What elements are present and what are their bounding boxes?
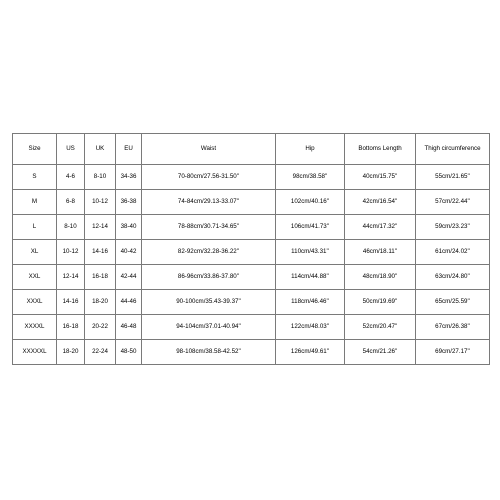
table-row xyxy=(13,290,490,315)
cell-waist: 90-100cm/35.43-39.37'' xyxy=(142,290,276,315)
table-row xyxy=(13,240,490,265)
cell-uk: 14-16 xyxy=(85,240,116,265)
size-chart-table xyxy=(12,133,490,365)
cell-size: XXXL xyxy=(13,290,57,315)
cell-waist: 98-108cm/38.58-42.52'' xyxy=(142,340,276,365)
cell-bottoms-length: 42cm/16.54'' xyxy=(345,190,416,215)
header-hip: Hip xyxy=(276,134,345,165)
header-us: US xyxy=(57,134,85,165)
cell-hip: 118cm/46.46'' xyxy=(276,290,345,315)
header-eu: EU xyxy=(116,134,142,165)
cell-eu: 38-40 xyxy=(116,215,142,240)
cell-bottoms-length: 46cm/18.11'' xyxy=(345,240,416,265)
header-waist: Waist xyxy=(142,134,276,165)
cell-hip: 110cm/43.31'' xyxy=(276,240,345,265)
table-row xyxy=(13,265,490,290)
cell-size: L xyxy=(13,215,57,240)
cell-us: 8-10 xyxy=(57,215,85,240)
cell-thigh-circumference: 67cm/26.38'' xyxy=(416,315,490,340)
cell-waist: 86-96cm/33.86-37.80'' xyxy=(142,265,276,290)
cell-bottoms-length: 50cm/19.69'' xyxy=(345,290,416,315)
cell-uk: 16-18 xyxy=(85,265,116,290)
cell-us: 18-20 xyxy=(57,340,85,365)
cell-bottoms-length: 48cm/18.90'' xyxy=(345,265,416,290)
cell-bottoms-length: 44cm/17.32'' xyxy=(345,215,416,240)
cell-eu: 34-36 xyxy=(116,165,142,190)
cell-us: 12-14 xyxy=(57,265,85,290)
cell-thigh-circumference: 63cm/24.80'' xyxy=(416,265,490,290)
cell-size: XXXXL xyxy=(13,315,57,340)
cell-hip: 126cm/49.61'' xyxy=(276,340,345,365)
cell-eu: 46-48 xyxy=(116,315,142,340)
header-bottoms-length: Bottoms Length xyxy=(345,134,416,165)
cell-eu: 40-42 xyxy=(116,240,142,265)
table-row xyxy=(13,340,490,365)
cell-us: 14-16 xyxy=(57,290,85,315)
cell-size: XXXXXL xyxy=(13,340,57,365)
cell-thigh-circumference: 69cm/27.17'' xyxy=(416,340,490,365)
cell-uk: 20-22 xyxy=(85,315,116,340)
cell-eu: 48-50 xyxy=(116,340,142,365)
table-row xyxy=(13,215,490,240)
cell-hip: 122cm/48.03'' xyxy=(276,315,345,340)
cell-bottoms-length: 40cm/15.75'' xyxy=(345,165,416,190)
cell-thigh-circumference: 57cm/22.44'' xyxy=(416,190,490,215)
cell-hip: 106cm/41.73'' xyxy=(276,215,345,240)
cell-uk: 10-12 xyxy=(85,190,116,215)
cell-bottoms-length: 52cm/20.47'' xyxy=(345,315,416,340)
cell-hip: 98cm/38.58'' xyxy=(276,165,345,190)
table-row xyxy=(13,165,490,190)
cell-eu: 42-44 xyxy=(116,265,142,290)
header-row xyxy=(13,134,490,165)
cell-size: S xyxy=(13,165,57,190)
cell-uk: 18-20 xyxy=(85,290,116,315)
cell-waist: 78-88cm/30.71-34.65'' xyxy=(142,215,276,240)
table-row xyxy=(13,190,490,215)
cell-us: 6-8 xyxy=(57,190,85,215)
cell-size: M xyxy=(13,190,57,215)
cell-uk: 12-14 xyxy=(85,215,116,240)
cell-size: XL xyxy=(13,240,57,265)
cell-thigh-circumference: 65cm/25.59'' xyxy=(416,290,490,315)
cell-uk: 22-24 xyxy=(85,340,116,365)
header-size: Size xyxy=(13,134,57,165)
cell-size: XXL xyxy=(13,265,57,290)
cell-thigh-circumference: 55cm/21.65'' xyxy=(416,165,490,190)
cell-eu: 44-46 xyxy=(116,290,142,315)
cell-hip: 114cm/44.88'' xyxy=(276,265,345,290)
cell-waist: 94-104cm/37.01-40.94'' xyxy=(142,315,276,340)
cell-us: 4-6 xyxy=(57,165,85,190)
header-thigh-circumference: Thigh circumference xyxy=(416,134,490,165)
cell-waist: 74-84cm/29.13-33.07'' xyxy=(142,190,276,215)
cell-eu: 36-38 xyxy=(116,190,142,215)
cell-us: 16-18 xyxy=(57,315,85,340)
cell-thigh-circumference: 59cm/23.23'' xyxy=(416,215,490,240)
cell-uk: 8-10 xyxy=(85,165,116,190)
cell-bottoms-length: 54cm/21.26'' xyxy=(345,340,416,365)
cell-waist: 82-92cm/32.28-36.22'' xyxy=(142,240,276,265)
table-row xyxy=(13,315,490,340)
cell-us: 10-12 xyxy=(57,240,85,265)
cell-waist: 70-80cm/27.56-31.50'' xyxy=(142,165,276,190)
cell-thigh-circumference: 61cm/24.02'' xyxy=(416,240,490,265)
header-uk: UK xyxy=(85,134,116,165)
cell-hip: 102cm/40.16'' xyxy=(276,190,345,215)
